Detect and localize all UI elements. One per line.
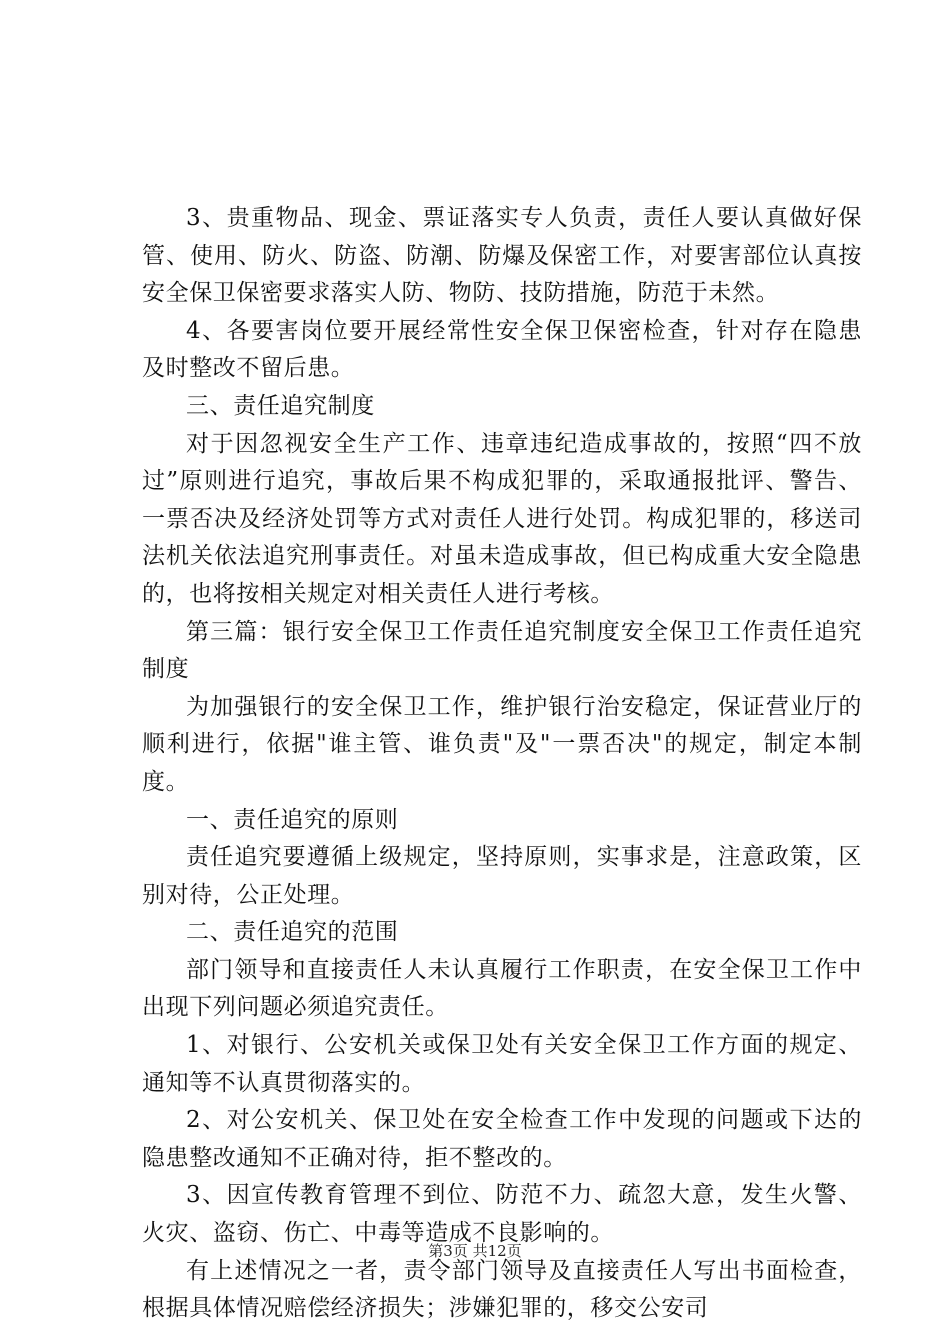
paragraph-penalty: 有上述情况之一者，责令部门领导及直接责任人写出书面检查，根据具体情况赔偿经济损失；涉嫌犯罪的，移交公安司 — [142, 1257, 862, 1322]
list-item-1: 1、对银行、公安机关或保卫处有关安全保卫工作方面的规定、通知等不认真贯彻落实的。 — [142, 1032, 862, 1096]
section-heading-scope: 二、责任追究的范围 — [186, 919, 399, 946]
section-heading-principles: 一、责任追究的原则 — [186, 806, 399, 833]
section-heading-accountability-system: 三、责任追究制度 — [186, 392, 375, 419]
document-body — [142, 200, 862, 1328]
paragraph-item-4: 4、各要害岗位要开展经常性安全保卫保密检查，针对存在隐患及时整改不留后患。 — [142, 317, 862, 382]
paragraph-item-3: 3、贵重物品、现金、票证落实专人负责，责任人要认真做好保管、使用、防火、防盗、防潮、防爆及保密工作，对要害部位认真按安全保卫保密要求落实人防、物防、技防措施，防范于未然。 — [142, 205, 862, 307]
list-item-3: 3、因宣传教育管理不到位、防范不力、疏忽大意，发生火警、火灾、盗窃、伤亡、中毒等造成不良影响的。 — [142, 1182, 862, 1247]
paragraph-purpose: 为加强银行的安全保卫工作，维护银行治安稳定，保证营业厅的顺利进行，依据"谁主管、谁负责"及"一票否决"的规定，制定本制度。 — [142, 693, 862, 795]
paragraph-principles: 责任追究要遵循上级规定，坚持原则，实事求是，注意政策，区别对待，公正处理。 — [142, 844, 862, 908]
paragraph-accountability: 对于因忽视安全生产工作、违章违纪造成事故的，按照“四不放过”原则进行追究，事故后果不构成犯罪的，采取通报批评、警告、一票否决及经济处罚等方式对责任人进行处罚。构成犯罪的，移送司法机关依法追究刑事责任。对虽未造成事故，但已构成重大安全隐患的，也将按相关规定对相关责任人进行考核。 — [142, 430, 862, 607]
paragraph-scope: 部门领导和直接责任人未认真履行工作职责，在安全保卫工作中出现下列问题必须追究责任。 — [142, 956, 862, 1021]
page-number-label: 第3页 共12页 — [428, 1242, 522, 1260]
list-item-2: 2、对公安机关、保卫处在安全检查工作中发现的问题或下达的隐患整改通知不正确对待，拒不整改的。 — [142, 1107, 862, 1171]
chapter-title-third: 第三篇：银行安全保卫工作责任追究制度安全保卫工作责任追究制度 — [142, 618, 862, 683]
page-footer — [0, 1240, 950, 1261]
